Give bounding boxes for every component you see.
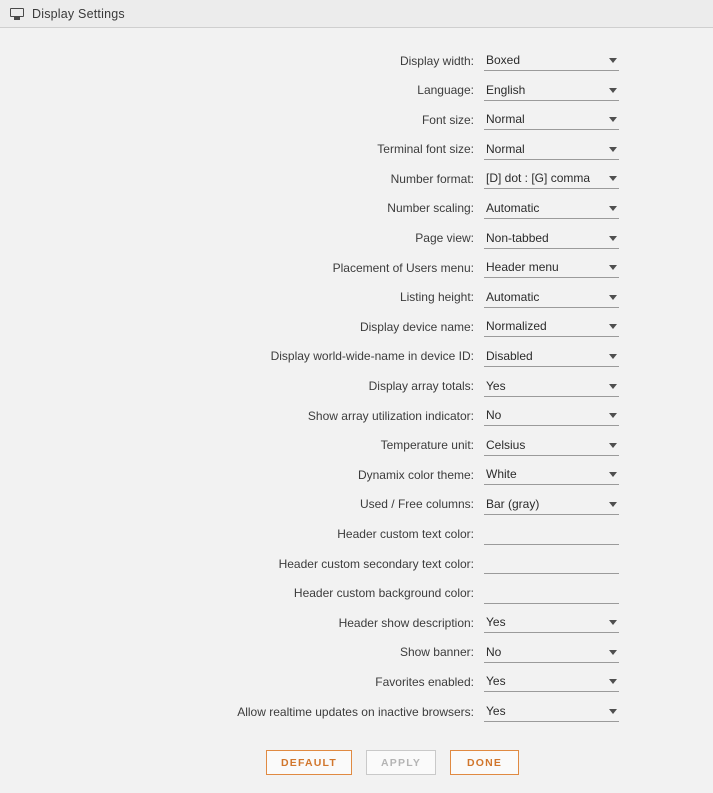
chevron-down-icon bbox=[609, 709, 617, 714]
setting-row bbox=[0, 464, 713, 485]
setting-field bbox=[484, 642, 619, 663]
setting-row bbox=[0, 109, 713, 130]
chevron-down-icon bbox=[609, 58, 617, 63]
setting-field bbox=[484, 464, 619, 485]
setting-field bbox=[484, 346, 619, 367]
setting-label: Listing height: bbox=[399, 290, 474, 305]
form-actions bbox=[0, 750, 713, 775]
setting-select[interactable] bbox=[484, 316, 619, 337]
setting-label: Number format: bbox=[390, 171, 474, 186]
setting-row bbox=[0, 168, 713, 189]
setting-select[interactable] bbox=[484, 80, 619, 101]
setting-row bbox=[0, 139, 713, 160]
setting-label: Show array utilization indicator: bbox=[307, 408, 474, 423]
setting-label: Page view: bbox=[415, 231, 474, 246]
setting-label: Display device name: bbox=[359, 319, 474, 334]
setting-select[interactable] bbox=[484, 257, 619, 278]
setting-label: Show banner: bbox=[399, 645, 474, 660]
setting-field bbox=[484, 228, 619, 249]
setting-select-value: English bbox=[486, 82, 526, 97]
setting-label: Number scaling: bbox=[387, 201, 474, 216]
setting-field bbox=[484, 198, 619, 219]
setting-field bbox=[484, 553, 619, 574]
chevron-down-icon bbox=[609, 324, 617, 329]
setting-select[interactable] bbox=[484, 376, 619, 397]
chevron-down-icon bbox=[609, 265, 617, 270]
settings-content bbox=[0, 28, 713, 775]
setting-field bbox=[484, 612, 619, 633]
monitor-icon bbox=[10, 8, 24, 20]
window-title: Display Settings bbox=[32, 6, 125, 21]
setting-select-value: Normal bbox=[486, 141, 525, 156]
setting-text-input[interactable] bbox=[484, 524, 619, 545]
setting-row bbox=[0, 494, 713, 515]
setting-select-value: No bbox=[486, 408, 502, 423]
setting-row bbox=[0, 671, 713, 692]
setting-text-input[interactable] bbox=[484, 583, 619, 604]
setting-select[interactable] bbox=[484, 464, 619, 485]
setting-select[interactable] bbox=[484, 642, 619, 663]
chevron-down-icon bbox=[609, 384, 617, 389]
apply-button[interactable]: APPLY bbox=[366, 750, 436, 775]
setting-field bbox=[484, 583, 619, 604]
setting-select-value: Header menu bbox=[486, 260, 559, 275]
setting-row bbox=[0, 257, 713, 278]
setting-select-value: Yes bbox=[486, 674, 506, 689]
setting-select[interactable] bbox=[484, 405, 619, 426]
setting-row bbox=[0, 612, 713, 633]
setting-select-value: Normalized bbox=[486, 319, 547, 334]
setting-row bbox=[0, 642, 713, 663]
setting-label: Header show description: bbox=[338, 615, 474, 630]
setting-row bbox=[0, 228, 713, 249]
chevron-down-icon bbox=[609, 679, 617, 684]
setting-select-value: Bar (gray) bbox=[486, 496, 540, 511]
setting-field bbox=[484, 316, 619, 337]
setting-text-input[interactable] bbox=[484, 553, 619, 574]
chevron-down-icon bbox=[609, 117, 617, 122]
chevron-down-icon bbox=[609, 354, 617, 359]
setting-select[interactable] bbox=[484, 287, 619, 308]
setting-row bbox=[0, 287, 713, 308]
setting-select[interactable] bbox=[484, 168, 619, 189]
display-settings-form bbox=[0, 50, 713, 722]
chevron-down-icon bbox=[609, 176, 617, 181]
setting-row bbox=[0, 553, 713, 574]
setting-field bbox=[484, 287, 619, 308]
setting-field bbox=[484, 376, 619, 397]
setting-field bbox=[484, 139, 619, 160]
setting-label: Display world-wide-name in device ID: bbox=[270, 349, 474, 364]
setting-row bbox=[0, 198, 713, 219]
chevron-down-icon bbox=[609, 413, 617, 418]
setting-field bbox=[484, 109, 619, 130]
setting-label: Display array totals: bbox=[368, 379, 474, 394]
setting-select[interactable] bbox=[484, 109, 619, 130]
setting-field bbox=[484, 494, 619, 515]
setting-row bbox=[0, 435, 713, 456]
setting-select[interactable] bbox=[484, 612, 619, 633]
setting-label: Font size: bbox=[421, 112, 474, 127]
setting-select[interactable] bbox=[484, 494, 619, 515]
setting-row bbox=[0, 50, 713, 71]
setting-label: Temperature unit: bbox=[380, 438, 474, 453]
chevron-down-icon bbox=[609, 620, 617, 625]
setting-select[interactable] bbox=[484, 228, 619, 249]
done-button[interactable]: DONE bbox=[450, 750, 519, 775]
setting-label: Terminal font size: bbox=[377, 142, 474, 157]
chevron-down-icon bbox=[609, 472, 617, 477]
setting-select-value: Yes bbox=[486, 704, 506, 719]
setting-row bbox=[0, 701, 713, 722]
chevron-down-icon bbox=[609, 206, 617, 211]
chevron-down-icon bbox=[609, 295, 617, 300]
setting-select[interactable] bbox=[484, 671, 619, 692]
setting-select-value: Yes bbox=[486, 615, 506, 630]
setting-select[interactable] bbox=[484, 346, 619, 367]
setting-row bbox=[0, 583, 713, 604]
setting-select-value: Yes bbox=[486, 378, 506, 393]
setting-row bbox=[0, 376, 713, 397]
setting-select-value: White bbox=[486, 467, 517, 482]
setting-select[interactable] bbox=[484, 139, 619, 160]
chevron-down-icon bbox=[609, 443, 617, 448]
chevron-down-icon bbox=[609, 147, 617, 152]
setting-label: Header custom background color: bbox=[293, 586, 474, 601]
setting-select-value: Non-tabbed bbox=[486, 230, 549, 245]
setting-field bbox=[484, 701, 619, 722]
setting-label: Display width: bbox=[399, 53, 474, 68]
setting-select-value: Disabled bbox=[486, 348, 533, 363]
setting-field bbox=[484, 435, 619, 456]
setting-row bbox=[0, 405, 713, 426]
setting-field bbox=[484, 671, 619, 692]
setting-row bbox=[0, 80, 713, 101]
setting-select-value: Normal bbox=[486, 112, 525, 127]
chevron-down-icon bbox=[609, 650, 617, 655]
setting-label: Language: bbox=[417, 83, 474, 98]
chevron-down-icon bbox=[609, 236, 617, 241]
chevron-down-icon bbox=[609, 502, 617, 507]
setting-select[interactable] bbox=[484, 701, 619, 722]
chevron-down-icon bbox=[609, 88, 617, 93]
setting-label: Favorites enabled: bbox=[375, 674, 474, 689]
setting-field bbox=[484, 168, 619, 189]
setting-label: Placement of Users menu: bbox=[332, 260, 474, 275]
setting-select[interactable] bbox=[484, 435, 619, 456]
setting-select-value: Boxed bbox=[486, 53, 521, 67]
setting-label: Allow realtime updates on inactive browsers: bbox=[237, 704, 474, 719]
default-button[interactable]: DEFAULT bbox=[266, 750, 352, 775]
setting-label: Header custom text color: bbox=[337, 527, 474, 541]
setting-select-value: [D] dot : [G] comma bbox=[486, 171, 591, 186]
setting-label: Header custom secondary text color: bbox=[278, 556, 474, 571]
setting-select-value: No bbox=[486, 644, 502, 659]
setting-field bbox=[484, 50, 619, 71]
setting-field bbox=[484, 524, 619, 545]
setting-row bbox=[0, 316, 713, 337]
setting-label: Used / Free columns: bbox=[359, 497, 474, 512]
setting-field bbox=[484, 80, 619, 101]
setting-label: Dynamix color theme: bbox=[357, 467, 474, 482]
setting-select[interactable] bbox=[484, 50, 619, 71]
setting-select-value: Celsius bbox=[486, 437, 526, 452]
setting-field bbox=[484, 257, 619, 278]
setting-select[interactable] bbox=[484, 198, 619, 219]
setting-field bbox=[484, 405, 619, 426]
setting-select-value: Automatic bbox=[486, 200, 540, 215]
setting-row bbox=[0, 524, 713, 545]
setting-select-value: Automatic bbox=[486, 289, 540, 304]
setting-row bbox=[0, 346, 713, 367]
window-titlebar bbox=[0, 0, 713, 28]
